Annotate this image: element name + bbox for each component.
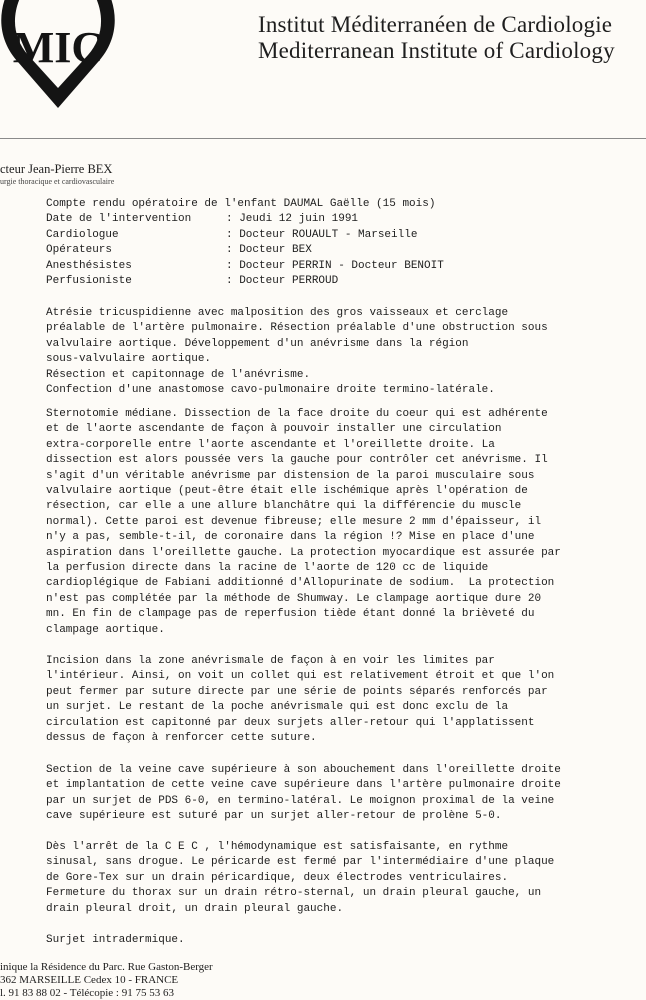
text-line: sous-valvulaire aortique. — [46, 353, 212, 366]
text-line: cardioplégique de Fabiani additionné d'Allopurinate de sodium. La protection — [46, 577, 555, 590]
text-line: circulation est capitonné par deux surjets aller-retour qui l'applatissent — [46, 716, 535, 729]
paragraph-section — [46, 763, 561, 825]
field-label: Perfusioniste — [46, 275, 132, 288]
text-line: Confection d'une anastomose cavo-pulmonaire droite termino-latérale. — [46, 384, 495, 397]
mic-heart-logo — [0, 0, 118, 115]
text-line: un surjet. Le restant de la poche anévrismale qui est donc exclu de la — [46, 701, 509, 714]
field-label: Opérateurs — [46, 244, 113, 257]
text-line: drain pleural droit, un drain pleural gauche. — [46, 902, 344, 915]
text-line: normal). Cette paroi est devenue fibreuse; elle mesure 2 mm d'épaisseur, il — [46, 515, 542, 528]
field-value: : Jeudi 12 juin 1991 — [226, 213, 359, 226]
report-header — [46, 197, 444, 289]
logo-text: MIC — [12, 23, 104, 72]
text-line: s'agit d'un véritable anévrisme par distension de la paroi musculaire sous — [46, 469, 535, 482]
text-line: Section de la veine cave supérieure à son abouchement dans l'oreillette droite — [46, 764, 561, 776]
field-row — [46, 259, 444, 274]
field-value: : Docteur PERROUD — [226, 275, 339, 288]
paragraph-closure — [46, 840, 554, 917]
text-line: de Gore-Tex sur un drain péricardique, deux électrodes ventriculaires. — [46, 871, 509, 884]
text-line: aspiration dans l'oreillette gauche. La protection myocardique est assurée par — [46, 546, 561, 559]
footer-line: l. 91 83 88 02 - Télécopie : 91 75 53 63 — [0, 987, 174, 999]
field-value: : Docteur ROUAULT - Marseille — [226, 228, 418, 241]
report-title: Compte rendu opératoire de l'enfant DAUMAL Gaëlle (15 mois) — [46, 198, 436, 210]
field-label: Cardiologue — [46, 228, 119, 241]
header-divider — [0, 138, 646, 139]
text-line: résection, car elle a une allure blanchâtre qui la différencie du muscle — [46, 500, 522, 513]
field-row — [46, 274, 444, 289]
field-value: : Docteur PERRIN - Docteur BENOIT — [226, 259, 444, 272]
footer-address — [0, 961, 213, 1000]
text-line: sinusal, sans drogue. Le péricarde est fermé par l'intermédiaire d'une plaque — [46, 856, 555, 869]
text-line: valvulaire aortique. Développement d'un anévrisme dans la région — [46, 337, 469, 350]
paragraph-diagnosis — [46, 306, 548, 398]
text-line: dessus de façon à renforcer cette suture. — [46, 732, 317, 745]
field-label: Anesthésistes — [46, 259, 132, 272]
text-line: Incision dans la zone anévrismale de façon à en voir les limites par — [46, 655, 495, 667]
footer-line: inique la Résidence du Parc. Rue Gaston-Berger — [0, 961, 213, 973]
paragraph-incision — [46, 654, 554, 746]
text-line: Résection et capitonnage de l'anévrisme. — [46, 368, 311, 381]
text-line: et de l'aorte ascendante de façon à pouvoir installer une circulation — [46, 423, 502, 436]
institute-name-en: Mediterranean Institute of Cardiology — [258, 38, 615, 63]
text-line: mn. En fin de clampage pas de reperfusion tiède étant donné la brièveté du — [46, 608, 535, 621]
text-line: n'est pas complétée par la méthode de Shumway. Le clampage aortique dure 20 — [46, 592, 542, 605]
text-line: extra-corporelle entre l'aorte ascendante et l'oreillette droite. La — [46, 438, 495, 451]
text-line: dissection est alors poussée vers la gauche pour contrôler cet anévrisme. Il — [46, 454, 548, 467]
footer-line: 362 MARSEILLE Cedex 10 - FRANCE — [0, 974, 179, 986]
text-line: par un surjet de PDS 6-0, en termino-latéral. Le moignon proximal de la veine — [46, 794, 555, 807]
text-line: la perfusion directe dans la racine de l'aorte de 120 cc de liquide — [46, 562, 489, 575]
text-line: n'y a pas, semble-t-il, de coronaire dans la région !? Mise en place d'une — [46, 531, 535, 544]
field-row — [46, 228, 444, 243]
text-line: clampage aortique. — [46, 623, 165, 636]
paragraph-suture — [46, 933, 185, 948]
paragraph-procedure — [46, 407, 561, 638]
institute-name-fr: Institut Méditerranéen de Cardiologie — [258, 12, 613, 37]
text-line: valvulaire aortique (peut-être était elle ischémique après l'opération de — [46, 485, 528, 498]
text-line: Fermeture du thorax sur un drain rétro-sternal, un drain pleural gauche, un — [46, 887, 542, 900]
field-row — [46, 243, 444, 258]
text-line: et implantation de cette veine cave supérieure dans l'artère pulmonaire droite — [46, 779, 561, 792]
text-line: peut fermer par suture directe par une série de points séparés renforcés par — [46, 685, 548, 698]
text-line: cave supérieure est suturé par un surjet aller-retour de prolène 5-0. — [46, 810, 502, 823]
text-line: préalable de l'artère pulmonaire. Résection préalable d'une obstruction sous — [46, 322, 548, 335]
text-line: Surjet intradermique. — [46, 934, 185, 946]
text-line: Sternotomie médiane. Dissection de la face droite du coeur qui est adhérente — [46, 408, 548, 420]
field-label: Date de l'intervention — [46, 213, 192, 226]
field-value: : Docteur BEX — [226, 244, 312, 257]
text-line: Dès l'arrêt de la C E C , l'hémodynamique est satisfaisante, en rythme — [46, 841, 509, 853]
doctor-specialty: urgie thoracique et cardiovasculaire — [0, 177, 115, 186]
text-line: Atrésie tricuspidienne avec malposition des gros vaisseaux et cerclage — [46, 307, 509, 319]
text-line: l'intérieur. Ainsi, on voit un collet qui est relativement étroit et que l'on — [46, 670, 555, 683]
doctor-name: cteur Jean-Pierre BEX — [0, 162, 113, 176]
field-row — [46, 212, 444, 227]
